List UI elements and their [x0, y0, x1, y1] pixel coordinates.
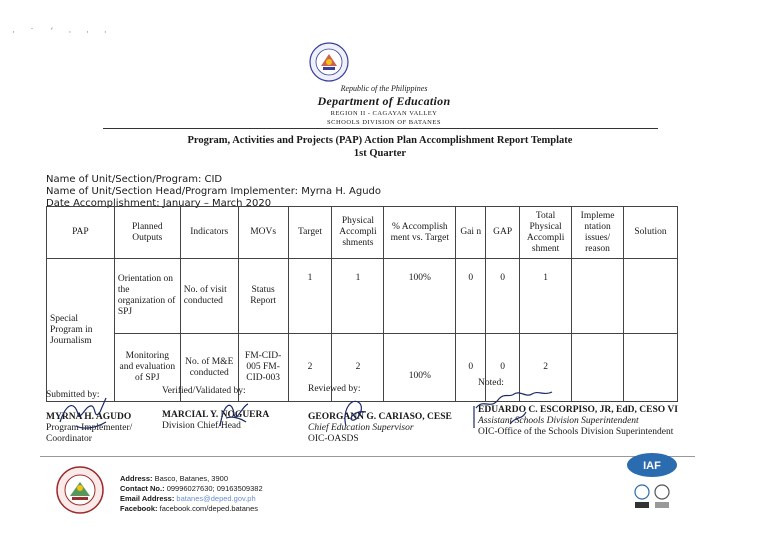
- percent-cell: 100%: [384, 259, 456, 334]
- physical-cell: 1: [332, 259, 384, 334]
- col-header-target: Target: [288, 207, 332, 259]
- noted-role: Assistant Schools Division Superintendent: [478, 416, 639, 426]
- pap-name-cell: Special Program in Journalism: [47, 259, 115, 402]
- col-header-movs: MOVs: [238, 207, 288, 259]
- signature-agudo-icon: [56, 392, 116, 434]
- submitted-role: Program Implementer/: [46, 423, 133, 433]
- certification-logos-icon: [632, 482, 672, 510]
- col-header-percent: % Accomplish ment vs. Target: [384, 207, 456, 259]
- reviewed-office: OIC-OASDS: [308, 434, 359, 444]
- report-title-quarter: 1st Quarter: [353, 148, 407, 159]
- report-title-line1: Program, Activities and Projects (PAP) Action Plan Accomplishment Report Template: [187, 135, 573, 146]
- col-header-issues: Impleme ntation issues/ reason: [572, 207, 624, 259]
- reviewed-label: Reviewed by:: [308, 384, 361, 394]
- col-header-outputs: Planned Outputs: [114, 207, 180, 259]
- total-cell: 2: [520, 334, 572, 402]
- output-cell: Monitoring and evaluation of SPJ: [114, 334, 180, 402]
- unit-info: [46, 174, 381, 210]
- issues-cell: [572, 259, 624, 334]
- facebook-label: Facebook:: [120, 504, 158, 513]
- gap-cell: 0: [486, 259, 520, 334]
- gain-cell: 0: [456, 334, 486, 402]
- reviewed-role: Chief Education Supervisor: [308, 423, 414, 433]
- iaf-badge-icon: [626, 452, 678, 478]
- iaf-badge-label: IAF: [643, 460, 661, 472]
- movs-cell: FM-CID-005 FM-CID-003: [238, 334, 288, 402]
- percent-cell: 100%: [384, 334, 456, 402]
- contact-label: Contact No.:: [120, 484, 165, 493]
- address-label: Address:: [120, 474, 153, 483]
- signature-noguera-icon: [214, 396, 254, 432]
- noted-office: OIC-Office of the Schools Division Superintendent: [478, 427, 674, 437]
- physical-cell: 2: [332, 334, 384, 402]
- accomplishment-date: Date Accomplishment: January – March 2020: [46, 198, 272, 209]
- submitted-role2: Coordinator: [46, 434, 92, 444]
- output-cell: Orientation on the organization of SPJ: [114, 259, 180, 334]
- target-cell: 2: [288, 334, 332, 402]
- header-republic: Republic of the Philippines: [340, 84, 428, 93]
- table-header-row: [47, 207, 678, 259]
- col-header-pap: PAP: [47, 207, 115, 259]
- facebook-value: facebook.com/deped.batanes: [159, 504, 259, 513]
- address-line: [120, 474, 263, 484]
- facebook-line: [120, 504, 263, 514]
- col-header-physical: Physical Accompli shments: [332, 207, 384, 259]
- unit-name: Name of Unit/Section/Program: CID: [46, 174, 223, 185]
- col-header-solution: Solution: [624, 207, 678, 259]
- email-line: [120, 494, 263, 504]
- noted-name: EDUARDO C. ESCORPISO, JR, EdD, CESO VI: [478, 405, 678, 415]
- verified-role: Division Chief/Head: [162, 421, 241, 431]
- email-label: Email Address:: [120, 494, 175, 503]
- address-value: Basco, Batanes, 3900: [154, 474, 228, 483]
- division-seal-icon: [56, 466, 104, 514]
- indicator-cell: No. of visit conducted: [180, 259, 238, 334]
- gain-cell: 0: [456, 259, 486, 334]
- footer-divider: [40, 456, 695, 457]
- target-cell: 1: [288, 259, 332, 334]
- total-cell: 1: [520, 259, 572, 334]
- gap-cell: 0: [486, 334, 520, 402]
- signature-cariaso-icon: [336, 392, 376, 432]
- solution-cell: [624, 259, 678, 334]
- header-division: SCHOOLS DIVISION OF BATANES: [327, 119, 441, 126]
- verified-name: MARCIAL Y. NOGUERA: [162, 410, 270, 420]
- table-row: [47, 259, 678, 334]
- noted-label: Noted:: [478, 378, 504, 388]
- verified-label: Verified/Validated by:: [162, 386, 246, 396]
- header-department: Department of Education: [317, 94, 451, 108]
- unit-head: Name of Unit/Section Head/Program Implementer: Myrna H. Agudo: [46, 186, 382, 197]
- indicator-cell: No. of M&E conducted: [180, 334, 238, 402]
- reviewed-name: GEORGANN G. CARIASO, CESE: [308, 412, 452, 422]
- contact-value: 09996027630; 09163509382: [166, 484, 263, 493]
- scan-specks: · ˙ ´ · · ·: [12, 28, 113, 38]
- col-header-gap: GAP: [486, 207, 520, 259]
- footer-contact: [120, 474, 263, 514]
- header-region: REGION II - CAGAYAN VALLEY: [330, 110, 438, 117]
- signature-escorpiso-icon: [470, 386, 590, 432]
- deped-seal-icon: [309, 42, 349, 82]
- col-header-indicators: Indicators: [180, 207, 238, 259]
- contact-line: [120, 484, 263, 494]
- reviewed-block: [308, 384, 452, 445]
- col-header-gain: Gai n: [456, 207, 486, 259]
- report-title: [120, 134, 640, 160]
- movs-cell: Status Report: [238, 259, 288, 334]
- submitted-label: Submitted by:: [46, 390, 100, 400]
- submitted-name: MYRNA H. AGUDO: [46, 412, 132, 422]
- header-divider: [103, 128, 658, 129]
- pap-table: [46, 206, 678, 402]
- col-header-total: Total Physical Accompli shment: [520, 207, 572, 259]
- email-link[interactable]: batanes@deped.gov.ph: [176, 494, 256, 503]
